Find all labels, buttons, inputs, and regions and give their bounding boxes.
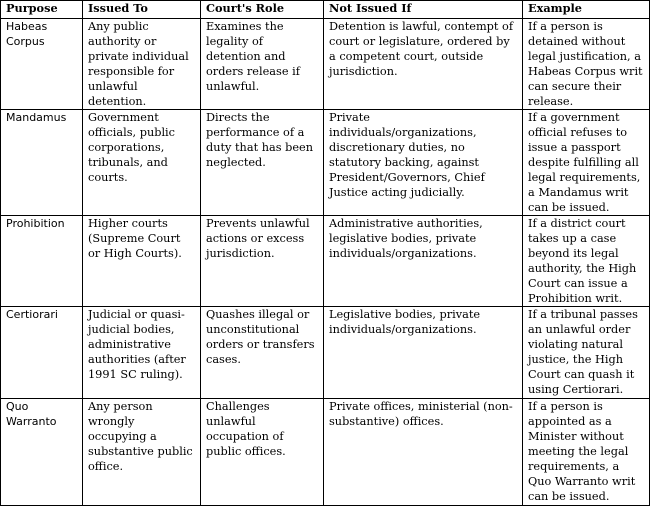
- cell-courts-role: Examines the legality of detention and orders release if unlawful.: [201, 19, 324, 110]
- cell-issued-to: Any person wrongly occupying a substantive public office.: [83, 399, 201, 506]
- table-row: [1, 216, 650, 307]
- cell-purpose: Mandamus: [1, 110, 83, 216]
- cell-not-issued-if: Private offices, ministerial (non-substantive) offices.: [324, 399, 523, 506]
- table-row: [1, 307, 650, 399]
- table-row: [1, 110, 650, 216]
- cell-purpose: Habeas Corpus: [1, 19, 83, 110]
- cell-purpose: Prohibition: [1, 216, 83, 307]
- cell-purpose: Certiorari: [1, 307, 83, 399]
- cell-courts-role: Prevents unlawful actions or excess jurisdiction.: [201, 216, 324, 307]
- cell-purpose: Quo Warranto: [1, 399, 83, 506]
- cell-example: If a government official refuses to issue a passport despite fulfilling all legal requirements, a Mandamus writ can be issued.: [523, 110, 650, 216]
- cell-courts-role: Challenges unlawful occupation of public offices.: [201, 399, 324, 506]
- cell-courts-role: Quashes illegal or unconstitutional orders or transfers cases.: [201, 307, 324, 399]
- table-row: [1, 399, 650, 506]
- cell-example: If a tribunal passes an unlawful order violating natural justice, the High Court can quash it using Certiorari.: [523, 307, 650, 399]
- header-row: [1, 1, 650, 19]
- header-courts-role: Court's Role: [201, 1, 324, 19]
- table-row: [1, 19, 650, 110]
- header-example: Example: [523, 1, 650, 19]
- cell-courts-role: Directs the performance of a duty that has been neglected.: [201, 110, 324, 216]
- cell-not-issued-if: Private individuals/organizations, discretionary duties, no statutory backing, against President/Governors, Chief Justice acting judicially.: [324, 110, 523, 216]
- header-issued-to: Issued To: [83, 1, 201, 19]
- cell-not-issued-if: Detention is lawful, contempt of court or legislature, ordered by a competent court, outside jurisdiction.: [324, 19, 523, 110]
- cell-not-issued-if: Legislative bodies, private individuals/organizations.: [324, 307, 523, 399]
- cell-issued-to: Judicial or quasi-judicial bodies, administrative authorities (after 1991 SC ruling).: [83, 307, 201, 399]
- cell-not-issued-if: Administrative authorities, legislative bodies, private individuals/organizations.: [324, 216, 523, 307]
- header-purpose: Purpose: [1, 1, 83, 19]
- cell-issued-to: Higher courts (Supreme Court or High Courts).: [83, 216, 201, 307]
- cell-example: If a person is appointed as a Minister without meeting the legal requirements, a Quo Warranto writ can be issued.: [523, 399, 650, 506]
- cell-example: If a district court takes up a case beyond its legal authority, the High Court can issue a Prohibition writ.: [523, 216, 650, 307]
- cell-issued-to: Government officials, public corporations, tribunals, and courts.: [83, 110, 201, 216]
- cell-issued-to: Any public authority or private individual responsible for unlawful detention.: [83, 19, 201, 110]
- header-not-issued-if: Not Issued If: [324, 1, 523, 19]
- cell-example: If a person is detained without legal justification, a Habeas Corpus writ can secure their release.: [523, 19, 650, 110]
